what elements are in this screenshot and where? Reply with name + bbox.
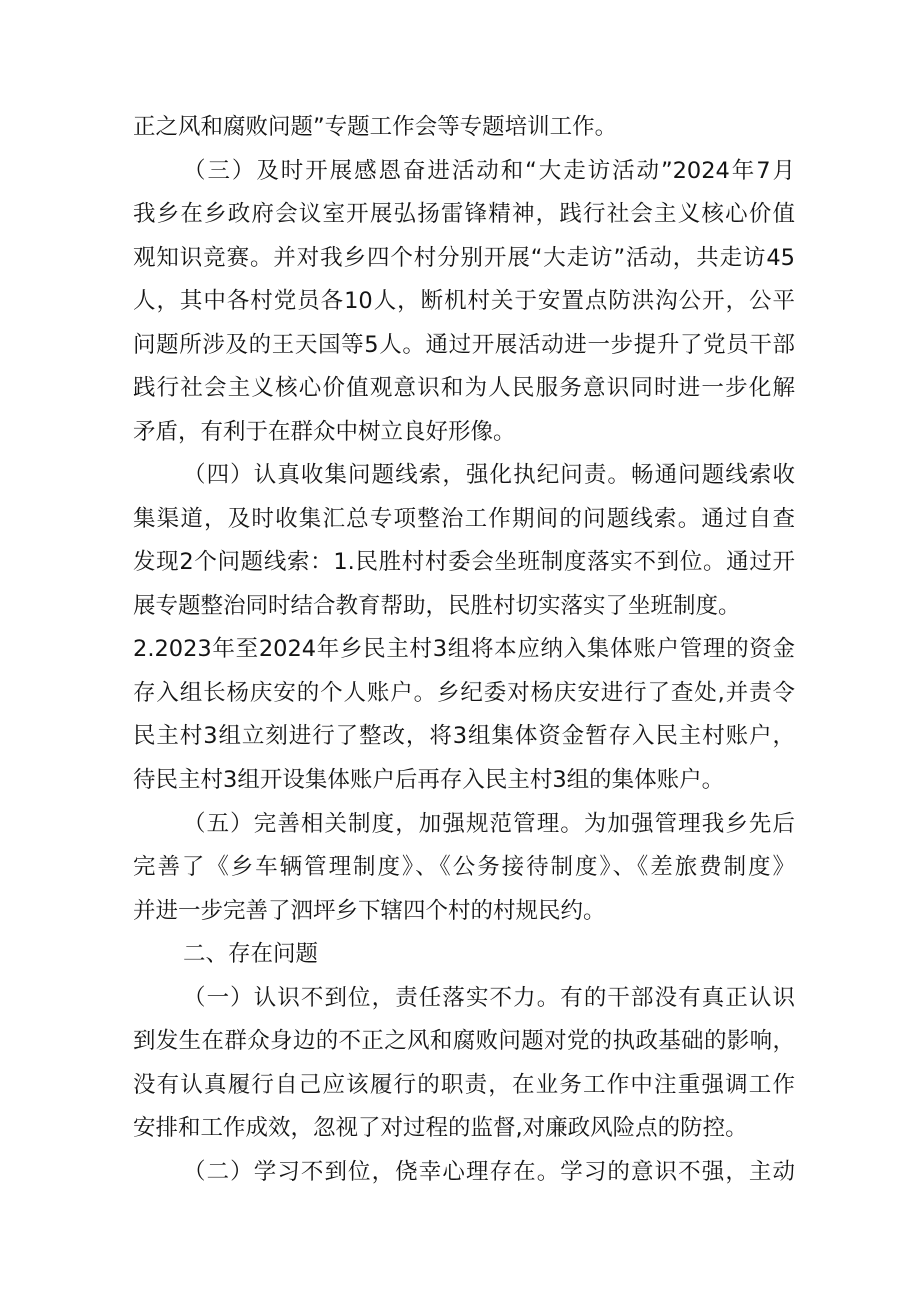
text-line: 2.2023年至2024年乡民主村3组将本应纳入集体账户管理的资金 <box>133 636 795 663</box>
text-line: （五）完善相关制度，加强规范管理。为加强管理我乡先后 <box>183 810 795 837</box>
text-line: 并进一步完善了泗坪乡下辖四个村的村规民约。 <box>133 897 606 924</box>
text-line: （三）及时开展感恩奋进活动和“大走访活动”2024年7月 <box>183 157 795 184</box>
paragraph-issue-1 <box>133 977 795 1151</box>
text-line: 集渠道，及时收集汇总专项整治工作期间的问题线索。通过自查 <box>133 505 795 532</box>
paragraph-section-4 <box>133 454 795 802</box>
text-line: 人，其中各村党员各10人，断机村关于安置点防洪沟公开，公平 <box>133 288 795 315</box>
text-line: 践行社会主义核心价值观意识和为人民服务意识同时进一步化解 <box>133 375 795 402</box>
text-line: 观知识竞赛。并对我乡四个村分别开展“大走访”活动，共走访45 <box>133 244 795 271</box>
text-line: （二）学习不到位，侥幸心理存在。学习的意识不强，主动 <box>183 1158 795 1185</box>
text-line: 安排和工作成效，忽视了对过程的监督,对廉政风险点的防控。 <box>133 1115 748 1142</box>
text-line: 到发生在群众身边的不正之风和腐败问题对党的执政基础的影响， <box>133 1028 795 1055</box>
text-line: 完善了《乡车辆管理制度》、《公务接待制度》、《差旅费制度》 <box>133 854 795 881</box>
section-heading <box>133 933 795 977</box>
text-line: 存入组长杨庆安的个人账户。乡纪委对杨庆安进行了查处,并责令 <box>133 679 795 706</box>
body-text <box>133 106 795 1194</box>
text-line: 矛盾，有利于在群众中树立良好形像。 <box>133 418 516 445</box>
text-line: 问题所涉及的王天国等5人。通过开展活动进一步提升了党员干部 <box>133 331 795 358</box>
text-line: （四）认真收集问题线索，强化执纪问责。畅通问题线索收 <box>183 462 795 489</box>
paragraph-section-5 <box>133 803 795 934</box>
text-line: 我乡在乡政府会议室开展弘扬雷锋精神，践行社会主义核心价值 <box>133 201 795 228</box>
text-line: 没有认真履行自己应该履行的职责，在业务工作中注重强调工作 <box>133 1071 795 1098</box>
text-line: （一）认识不到位，责任落实不力。有的干部没有真正认识 <box>183 984 795 1011</box>
text-line: 待民主村3组开设集体账户后再存入民主村3组的集体账户。 <box>133 766 725 793</box>
paragraph-continuation <box>133 106 795 150</box>
text-line: 民主村3组立刻进行了整改，将3组集体资金暂存入民主村账户， <box>133 723 795 750</box>
text-line: 正之风和腐败问题”专题工作会等专题培训工作。 <box>133 114 618 140</box>
paragraph-issue-2 <box>133 1151 795 1195</box>
heading-line: 二、存在问题 <box>183 941 319 968</box>
text-line: 发现2个问题线索：1.民胜村村委会坐班制度落实不到位。通过开 <box>133 549 795 576</box>
text-line: 展专题整治同时结合教育帮助，民胜村切实落实了坐班制度。 <box>133 592 741 619</box>
paragraph-section-3 <box>133 150 795 455</box>
